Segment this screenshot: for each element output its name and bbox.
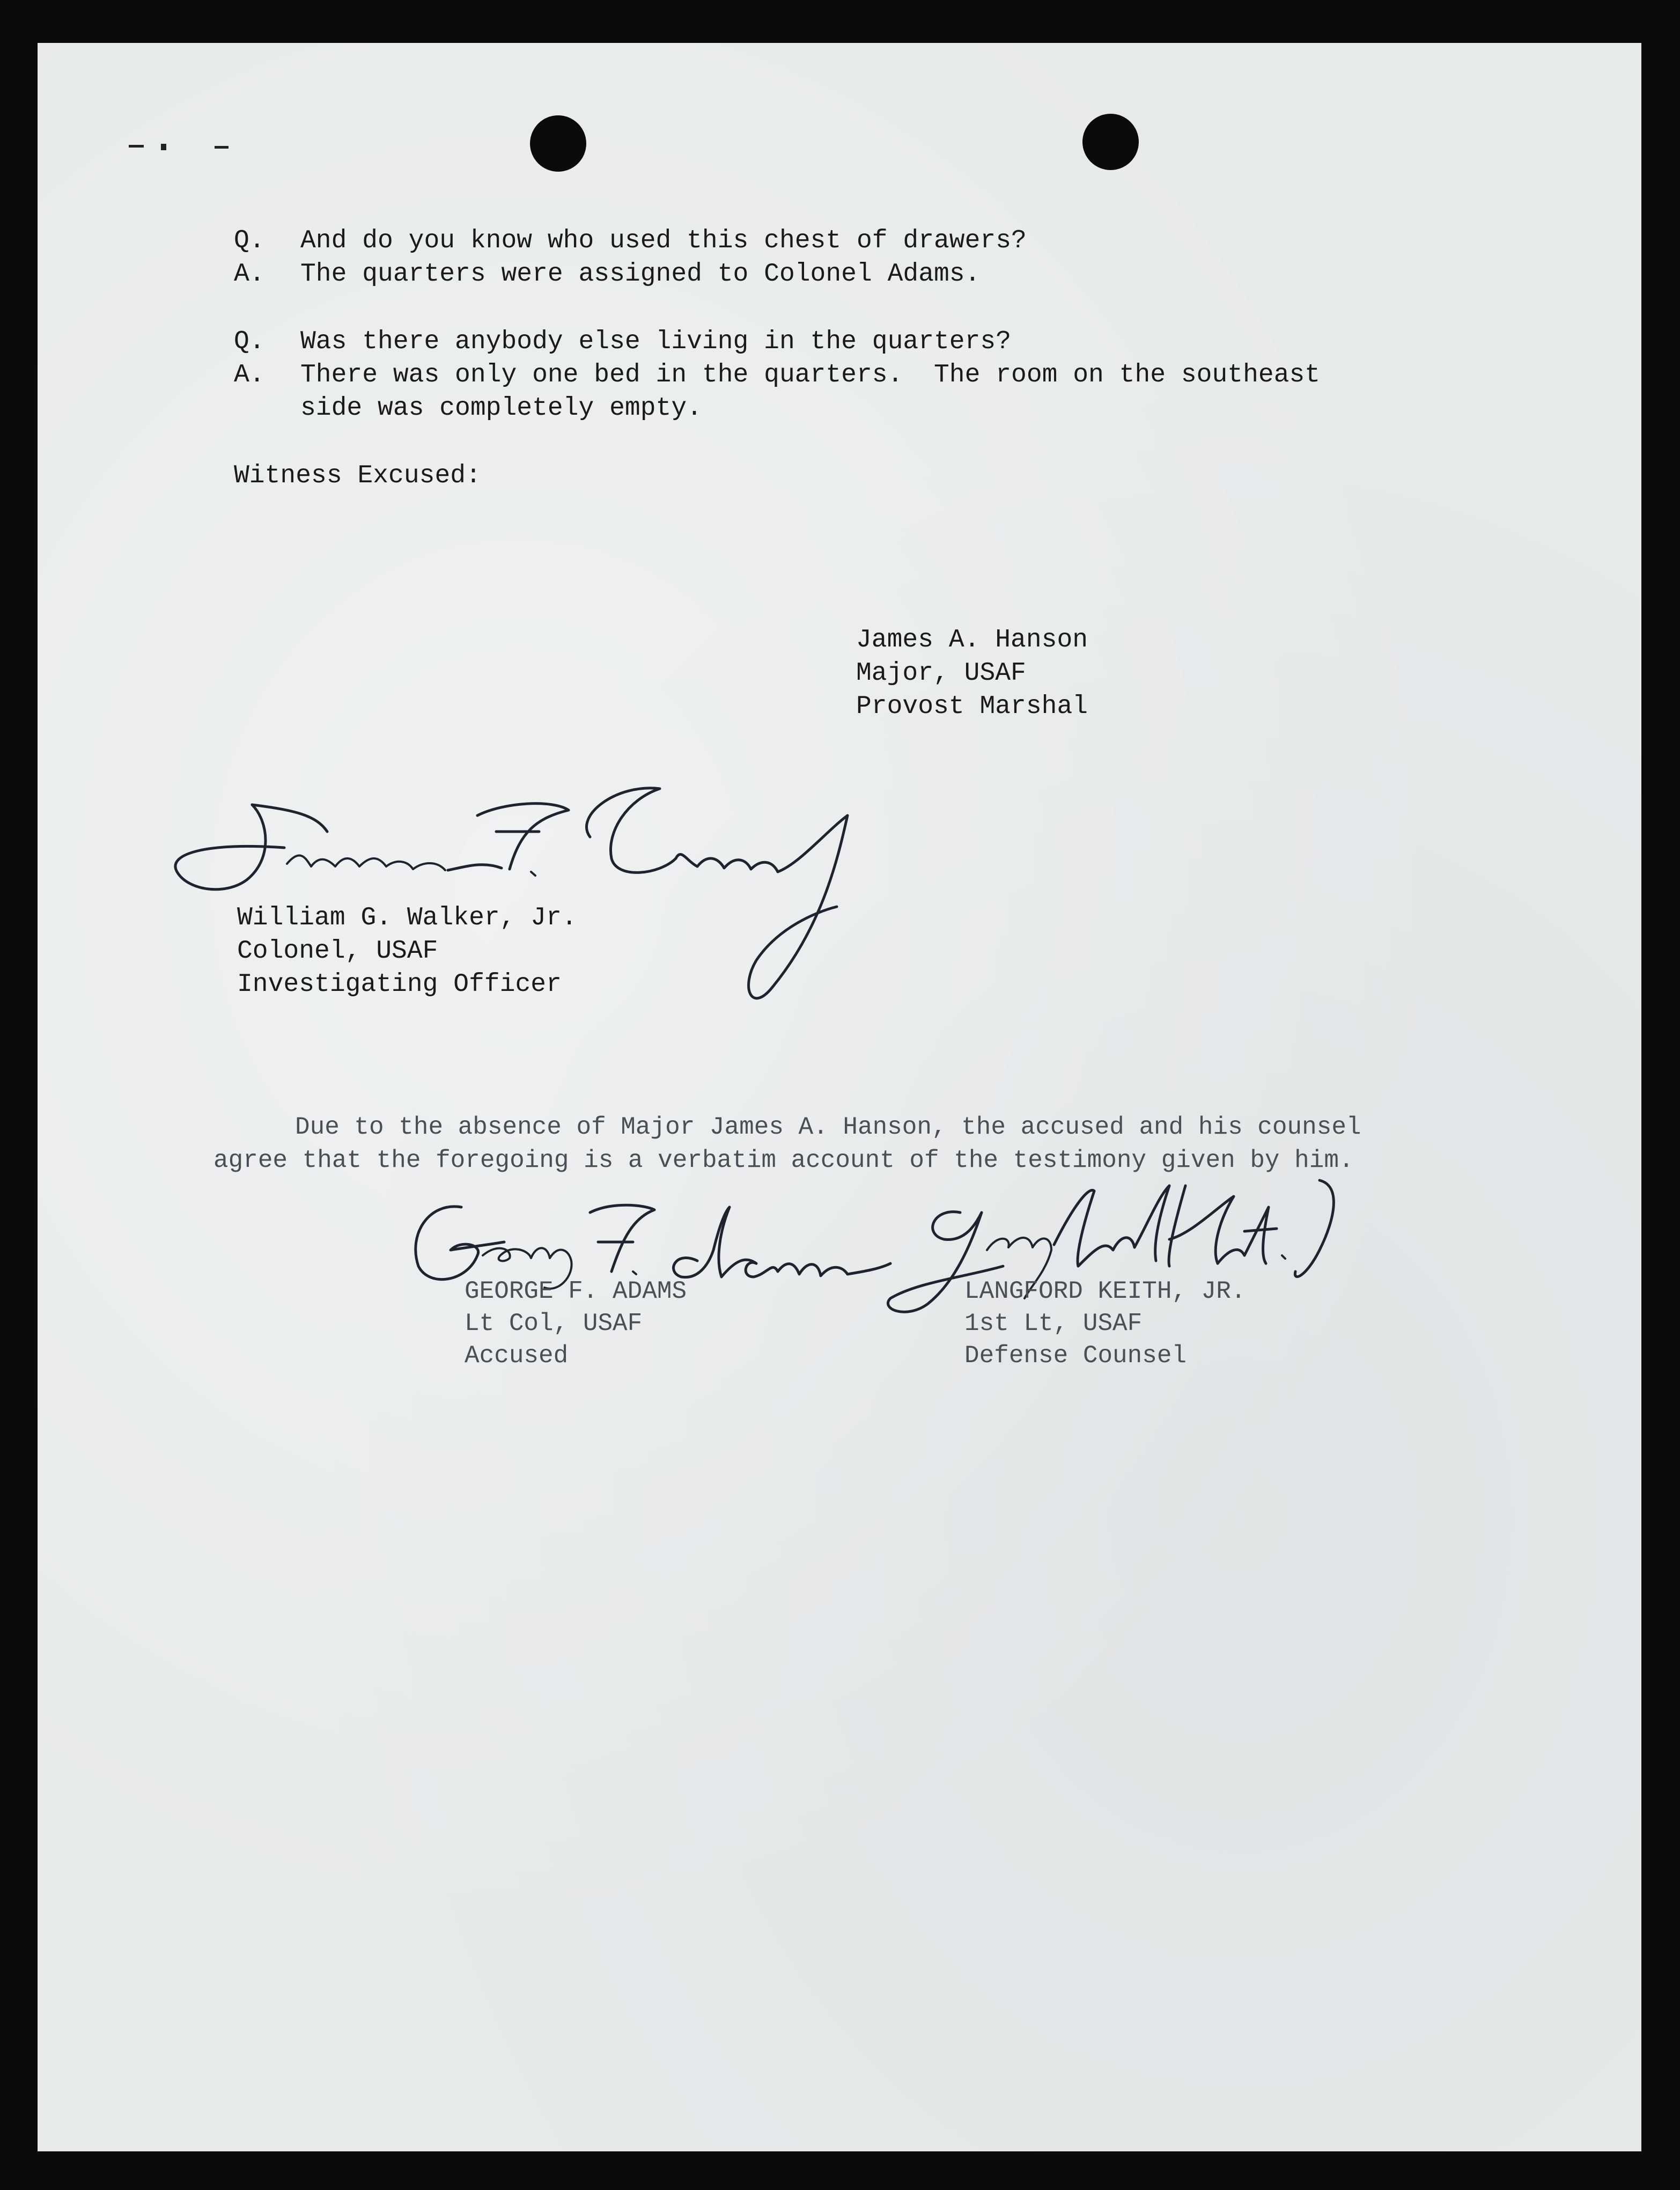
- keith-name: LANGFORD KEITH, JR.: [964, 1277, 1246, 1305]
- answer-text: The quarters were assigned to Colonel Adams.: [300, 260, 981, 289]
- adams-rank: Lt Col, USAF: [465, 1310, 643, 1337]
- walker-rank: Colonel, USAF: [237, 937, 438, 966]
- statement-line-2: agree that the foregoing is a verbatim account of the testimony given by him.: [213, 1147, 1354, 1174]
- adams-name: GEORGE F. ADAMS: [465, 1277, 687, 1305]
- punch-hole-right: [1082, 114, 1139, 170]
- hanson-title: Provost Marshal: [856, 692, 1088, 721]
- document-page: [38, 43, 1641, 2151]
- witness-excused: Witness Excused:: [234, 461, 481, 490]
- question-label: Q.: [234, 226, 265, 255]
- adams-title: Accused: [465, 1342, 569, 1370]
- hanson-rank: Major, USAF: [856, 659, 1026, 688]
- question-text: And do you know who used this chest of drawers?: [300, 226, 1027, 255]
- answer-text-continued: side was completely empty.: [300, 394, 702, 423]
- keith-title: Defense Counsel: [964, 1342, 1187, 1370]
- scan-mark: [161, 144, 166, 150]
- question-label: Q.: [234, 327, 265, 356]
- question-text: Was there anybody else living in the quarters?: [300, 327, 1012, 356]
- walker-title: Investigating Officer: [237, 970, 562, 999]
- answer-label: A.: [234, 260, 265, 289]
- scan-mark: [129, 145, 144, 148]
- punch-hole-left: [530, 115, 586, 172]
- scan-mark: [215, 146, 229, 149]
- hanson-name: James A. Hanson: [856, 626, 1088, 655]
- answer-text: There was only one bed in the quarters. The room on the southeast: [300, 361, 1321, 390]
- answer-label: A.: [234, 361, 265, 390]
- keith-rank: 1st Lt, USAF: [964, 1310, 1143, 1337]
- statement-line-1: Due to the absence of Major James A. Hanson, the accused and his counsel: [295, 1113, 1361, 1141]
- walker-name: William G. Walker, Jr.: [237, 903, 577, 932]
